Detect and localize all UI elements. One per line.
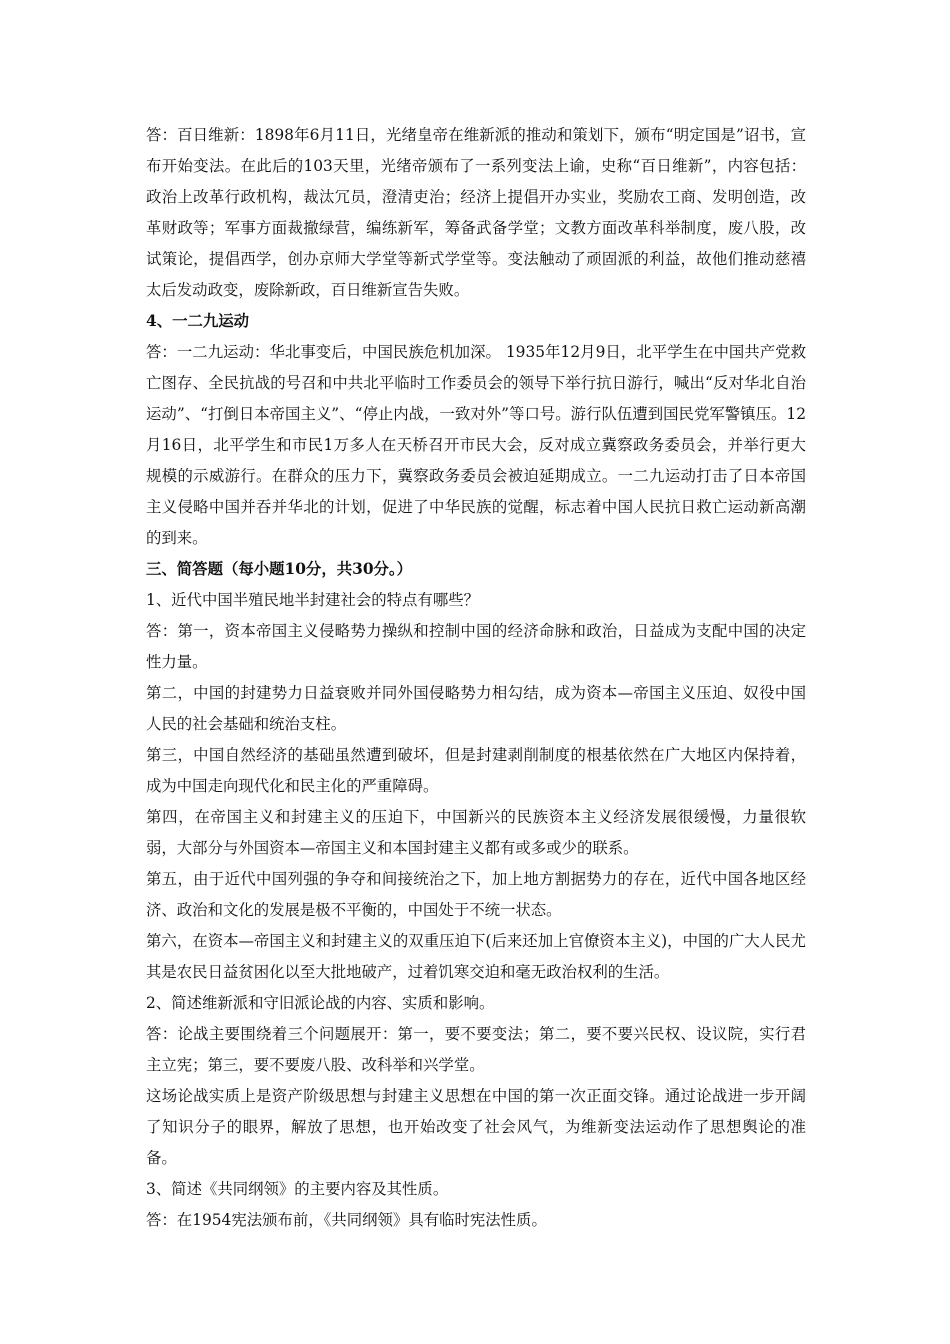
- answer-3: 答：在1954宪法颁布前，《共同纲领》具有临时宪法性质。: [146, 1211, 547, 1229]
- answer-hundred-days-reform: 答：百日维新：1898年6月11日，光绪皇帝在维新派的推动和策划下，颁布“明定国是”诏书，宣布开始变法。在此后的103天里，光绪帝颁布了一系列变法上谕，史称“百日维新”，内容包括：政治上改革行政机构，裁汰冗员，澄清吏治；经济上提倡开办实业，奖励农工商、发明创造，改革财政等；军事方面裁撤绿营，编练新军，筹备武备学堂；文教方面改革科举制度，废八股，改试策论，提倡西学，创办京师大学堂等新式学堂等。变法触动了顽固派的利益，故他们推动慈禧太后发动政变，废除新政，百日维新宣告失败。: [146, 126, 806, 299]
- answer-2-content: 答：论战主要围绕着三个问题展开：第一，要不要变法；第二，要不要兴民权、设议院，实行君主立宪；第三，要不要废八股、改科举和兴学堂。: [146, 1025, 806, 1074]
- document-page: [146, 120, 806, 1236]
- answer-1-point-1: 答：第一，资本帝国主义侵略势力操纵和控制中国的经济命脉和政治，日益成为支配中国的决定性力量。: [146, 622, 806, 671]
- answer-1-point-3: 第三，中国自然经济的基础虽然遭到破坏，但是封建剥削制度的根基依然在广大地区内保持着，成为中国走向现代化和民主化的严重障碍。: [146, 746, 806, 795]
- answer-1-point-2: 第二，中国的封建势力日益衰败并同外国侵略势力相勾结，成为资本—帝国主义压迫、奴役中国人民的社会基础和统治支柱。: [146, 684, 806, 733]
- answer-december-9-movement: 答：一二九运动：华北事变后，中国民族危机加深。 1935年12月9日，北平学生在中国共产党救亡图存、全民抗战的号召和中共北平临时工作委员会的领导下举行抗日游行，喊出“反对华北自治运动”、“打倒日本帝国主义”、“停止内战，一致对外”等口号。游行队伍遭到国民党军警镇压。12月16日，北平学生和市民1万多人在天桥召开市民大会，反对成立冀察政务委员会，并举行更大规模的示威游行。在群众的压力下，冀察政务委员会被迫延期成立。一二九运动打击了日本帝国主义侵略中国并吞并华北的计划，促进了中华民族的觉醒，标志着中国人民抗日救亡运动新高潮的到来。: [146, 343, 806, 547]
- term-heading-december-9-movement: 4、一二九运动: [146, 312, 250, 330]
- question-1: 1、近代中国半殖民地半封建社会的特点有哪些？: [146, 591, 479, 609]
- section-heading-short-answer: 三、简答题（每小题10分，共30分。）: [146, 560, 412, 578]
- answer-1-point-6: 第六，在资本—帝国主义和封建主义的双重压迫下(后来还加上官僚资本主义)，中国的广大人民尤其是农民日益贫困化以至大批地破产，过着饥寒交迫和毫无政治权利的生活。: [146, 932, 806, 981]
- answer-1-point-5: 第五，由于近代中国列强的争夺和间接统治之下，加上地方割据势力的存在，近代中国各地区经济、政治和文化的发展是极不平衡的，中国处于不统一状态。: [146, 870, 806, 919]
- question-3: 3、简述《共同纲领》的主要内容及其性质。: [146, 1180, 449, 1198]
- question-2: 2、简述维新派和守旧派论战的内容、实质和影响。: [146, 994, 495, 1012]
- answer-2-essence: 这场论战实质上是资产阶级思想与封建主义思想在中国的第一次正面交锋。通过论战进一步开阔了知识分子的眼界，解放了思想，也开始改变了社会风气，为维新变法运动作了思想舆论的准备。: [146, 1087, 806, 1167]
- answer-1-point-4: 第四，在帝国主义和封建主义的压迫下，中国新兴的民族资本主义经济发展很缓慢，力量很软弱，大部分与外国资本—帝国主义和本国封建主义都有或多或少的联系。: [146, 808, 806, 857]
